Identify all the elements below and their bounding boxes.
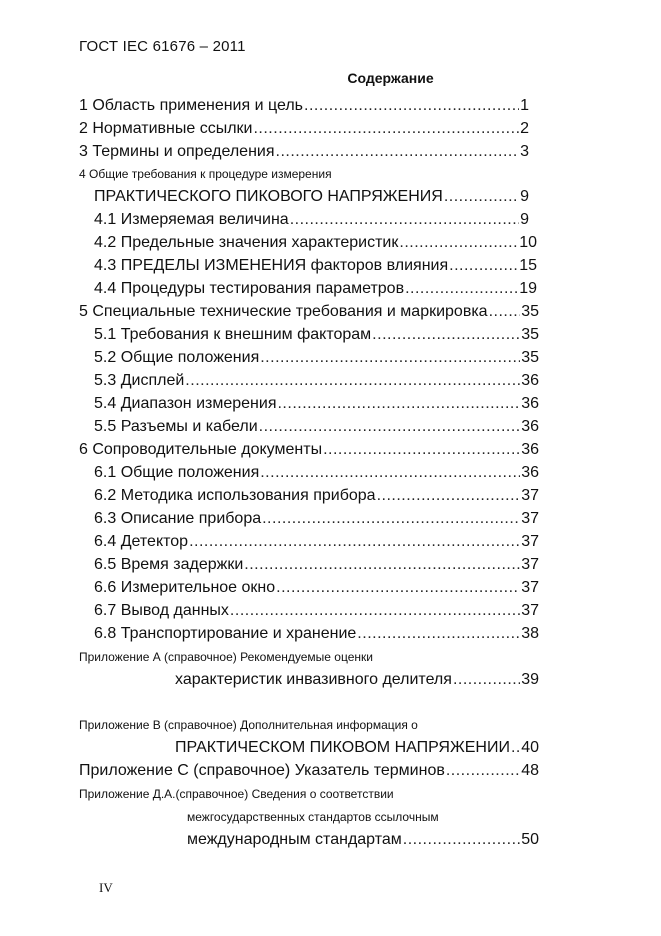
toc-entry-page: 35 — [521, 326, 539, 343]
toc-leader-dots — [277, 396, 520, 412]
toc-entry — [79, 717, 418, 733]
toc-entry — [94, 350, 539, 366]
toc-entry-page: 37 — [521, 533, 539, 550]
toc-entry-label: 6.5 Время задержки — [94, 556, 244, 573]
toc-entry-page: 40 — [521, 739, 539, 756]
toc-leader-dots — [230, 603, 520, 619]
toc-entry — [175, 672, 539, 688]
toc-entry-page: 19 — [519, 280, 537, 297]
toc-leader-dots — [511, 740, 520, 756]
toc-leader-dots — [489, 304, 521, 320]
toc-entry-label: Приложение А (справочное) Рекомендуемые оценки — [79, 650, 373, 664]
toc-leader-dots — [276, 144, 520, 160]
toc-leader-dots — [290, 212, 519, 228]
toc-entry — [79, 442, 539, 458]
toc-entry-page: 37 — [521, 487, 539, 504]
toc-entry-label: 6.1 Общие положения — [94, 464, 260, 481]
toc-entry-page: 15 — [519, 257, 537, 274]
toc-entry — [94, 603, 539, 619]
toc-entry-label: 1 Область применения и цель — [79, 97, 303, 114]
toc-entry-label: 6.6 Измерительное окно — [94, 579, 276, 596]
toc-leader-dots — [399, 235, 518, 251]
toc-entry — [79, 121, 529, 137]
toc-entry-page: 1 — [520, 97, 529, 114]
toc-entry-label: 6 Сопроводительные документы — [79, 441, 323, 458]
toc-entry-label: ПРАКТИЧЕСКОГО ПИКОВОГО НАПРЯЖЕНИЯ — [94, 188, 443, 205]
toc-leader-dots — [185, 373, 520, 389]
toc-entry-label: 6.8 Транспортирование и хранение — [94, 625, 357, 642]
toc-entry-page: 2 — [520, 120, 529, 137]
toc-entry-page: 37 — [521, 602, 539, 619]
toc-leader-dots — [304, 98, 519, 114]
page-number-footer: IV — [99, 880, 113, 895]
toc-entry-label: 5.4 Диапазон измерения — [94, 395, 277, 412]
toc-entry-label: Приложение С (справочное) Указатель терминов — [79, 762, 445, 779]
toc-entry-page: 9 — [520, 211, 529, 228]
toc-leader-dots — [453, 672, 520, 688]
toc-entry-page: 9 — [520, 188, 529, 205]
toc-entry-page: 50 — [521, 831, 539, 848]
toc-entry — [94, 373, 539, 389]
toc-entry — [94, 235, 537, 251]
toc-entry-label: 5.5 Разъемы и кабели — [94, 418, 258, 435]
toc-title: Содержание — [347, 70, 434, 86]
toc-leader-dots — [262, 511, 520, 527]
toc-leader-dots — [189, 534, 520, 550]
toc-entry — [79, 786, 394, 802]
toc-leader-dots — [357, 626, 520, 642]
toc-entry-label: 5.2 Общие положения — [94, 349, 260, 366]
toc-leader-dots — [449, 258, 518, 274]
toc-entry-label: 6.4 Детектор — [94, 533, 189, 550]
toc-entry — [94, 580, 539, 596]
toc-entry-label: 2 Нормативные ссылки — [79, 120, 253, 137]
toc-leader-dots — [372, 327, 520, 343]
toc-entry-label: 5.3 Дисплей — [94, 372, 185, 389]
toc-leader-dots — [405, 281, 518, 297]
toc-entry — [79, 144, 529, 160]
toc-entry — [94, 189, 529, 205]
toc-leader-dots — [276, 580, 520, 596]
toc-entry — [79, 304, 539, 320]
toc-entry — [94, 281, 537, 297]
toc-entry — [79, 166, 332, 182]
toc-entry-page: 35 — [521, 303, 539, 320]
toc-entry — [94, 327, 539, 343]
toc-entry — [94, 534, 539, 550]
toc-entry — [94, 212, 529, 228]
toc-entry — [94, 488, 539, 504]
toc-entry-label: 5 Специальные технические требования и маркировка — [79, 303, 488, 320]
toc-entry-page: 37 — [521, 579, 539, 596]
toc-entry — [94, 626, 539, 642]
toc-entry-label: ПРАКТИЧЕСКОМ ПИКОВОМ НАПРЯЖЕНИИ — [175, 739, 510, 756]
toc-entry — [94, 419, 539, 435]
toc-entry-label: 4.2 Предельные значения характеристик — [94, 234, 399, 251]
toc-leader-dots — [260, 350, 520, 366]
toc-entry-page: 36 — [521, 372, 539, 389]
toc-entry-label: 4.3 ПРЕДЕЛЫ ИЗМЕНЕНИЯ факторов влияния — [94, 257, 449, 274]
toc-entry-label: 4.1 Измеряемая величина — [94, 211, 289, 228]
toc-entry-label: 3 Термины и определения — [79, 143, 275, 160]
toc-entry-page: 36 — [521, 441, 539, 458]
toc-entry — [94, 465, 539, 481]
toc-entry — [187, 809, 439, 825]
toc-entry-page: 39 — [521, 671, 539, 688]
toc-leader-dots — [403, 832, 520, 848]
document-header: ГОСТ IEC 61676 – 2011 — [79, 38, 246, 55]
toc-entry-label: 6.3 Описание прибора — [94, 510, 262, 527]
toc-entry-page: 3 — [520, 143, 529, 160]
toc-leader-dots — [260, 465, 520, 481]
toc-entry-page: 48 — [521, 762, 539, 779]
toc-entry — [94, 396, 539, 412]
toc-entry — [79, 98, 529, 114]
toc-entry — [79, 763, 539, 779]
toc-entry-label: 6.2 Методика использования прибора — [94, 487, 376, 504]
toc-entry-label: характеристик инвазивного делителя — [175, 671, 452, 688]
toc-entry-label: 5.1 Требования к внешним факторам — [94, 326, 372, 343]
toc-entry-label: 4 Общие требования к процедуре измерения — [79, 167, 332, 181]
toc-entry-page: 10 — [519, 234, 537, 251]
toc-entry — [187, 832, 539, 848]
toc-entry-label: межгосударственных стандартов ссылочным — [187, 810, 439, 824]
toc-entry — [94, 557, 539, 573]
toc-entry-page: 37 — [521, 510, 539, 527]
toc-entry-page: 36 — [521, 395, 539, 412]
toc-entry-page: 36 — [521, 418, 539, 435]
toc-entry — [94, 258, 537, 274]
toc-entry-page: 38 — [521, 625, 539, 642]
toc-entry-page: 37 — [521, 556, 539, 573]
toc-entry — [94, 511, 539, 527]
toc-leader-dots — [377, 488, 521, 504]
toc-entry-page: 35 — [521, 349, 539, 366]
toc-entry-page: 36 — [521, 464, 539, 481]
toc-leader-dots — [259, 419, 521, 435]
toc-entry — [79, 649, 373, 665]
toc-entry-label: 6.7 Вывод данных — [94, 602, 229, 619]
toc-entry-label: международным стандартам — [187, 831, 402, 848]
toc-leader-dots — [446, 763, 520, 779]
toc-entry-label: 4.4 Процедуры тестирования параметров — [94, 280, 405, 297]
toc-entry-label: Приложение В (справочное) Дополнительная информация о — [79, 718, 418, 732]
toc-entry-label: Приложение Д.А.(справочное) Сведения о соответствии — [79, 787, 394, 801]
toc-leader-dots — [444, 189, 519, 205]
toc-leader-dots — [244, 557, 520, 573]
toc-leader-dots — [253, 121, 519, 137]
toc-leader-dots — [323, 442, 520, 458]
toc-entry — [175, 740, 539, 756]
